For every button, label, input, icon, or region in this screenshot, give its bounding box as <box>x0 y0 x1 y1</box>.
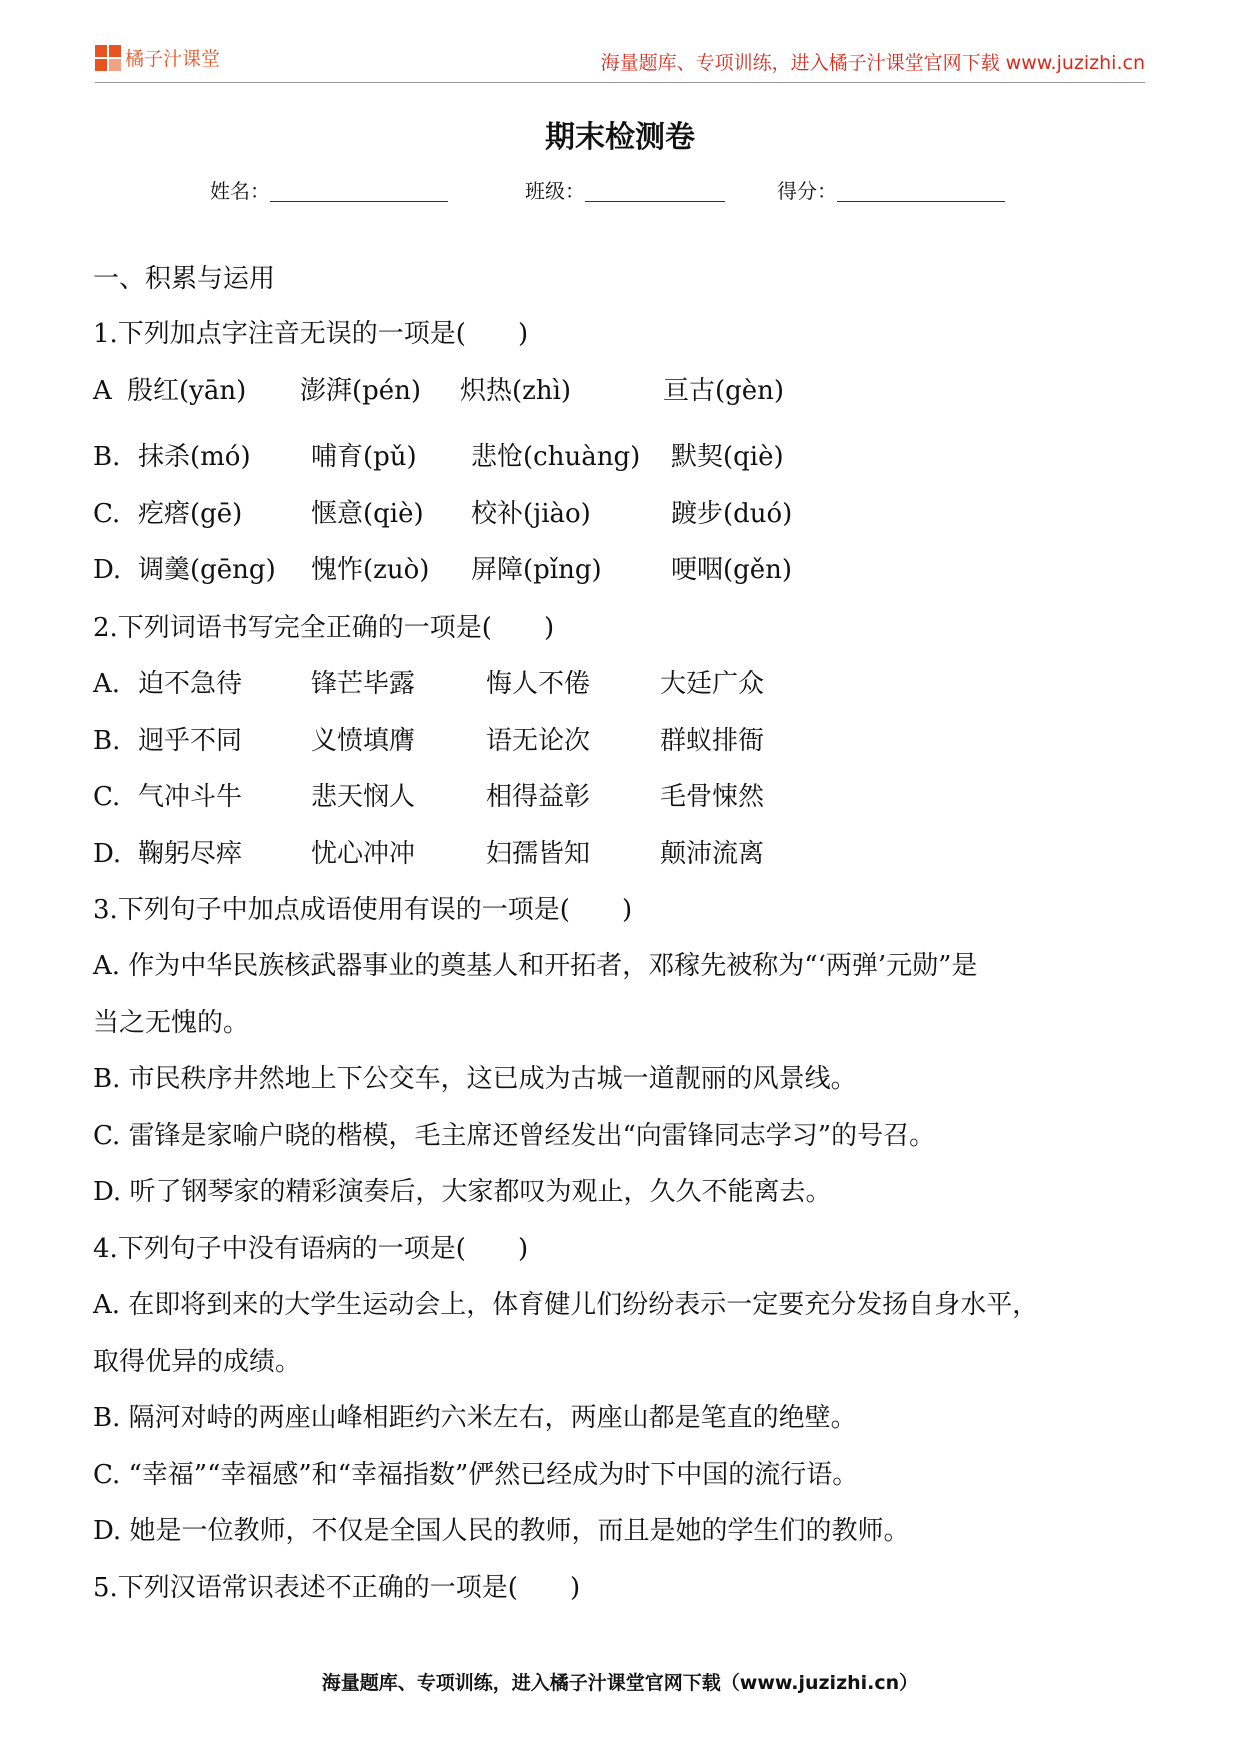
option-item: 迥乎不同 <box>138 726 243 756</box>
q4-option-a-line1: A. 在即将到来的大学生运动会上，体育健儿们纷纷表示一定要充分发扬自身水平， <box>93 1290 1039 1320</box>
option-item: 默契(qiè) <box>671 442 784 472</box>
page-title: 期末检测卷 <box>545 120 695 155</box>
option-item: 毛骨悚然 <box>660 782 765 812</box>
name-label: 姓名： <box>210 179 270 203</box>
option-item: 踱步(duó) <box>671 499 793 529</box>
score-label: 得分： <box>777 179 837 203</box>
class-blank[interactable] <box>585 181 725 202</box>
option-item: 气冲斗牛 <box>138 782 243 812</box>
option-item: 群蚁排衙 <box>660 726 765 756</box>
option-label: A <box>93 376 112 406</box>
q4-option-b: B. 隔河对峙的两座山峰相距约六米左右，两座山都是笔直的绝壁。 <box>93 1403 857 1433</box>
option-item: 锋芒毕露 <box>311 669 416 699</box>
option-label: B. <box>93 726 121 756</box>
class-field[interactable] <box>525 175 725 204</box>
option-label: A. <box>93 669 121 699</box>
option-item: 义愤填膺 <box>311 726 416 756</box>
q3-option-b: B. 市民秩序井然地上下公交车，这已成为古城一道靓丽的风景线。 <box>93 1064 857 1094</box>
option-item: 忧心冲冲 <box>311 839 416 869</box>
option-item: 抹杀(mó) <box>138 442 251 472</box>
class-label: 班级： <box>525 179 585 203</box>
q1-stem: 1.下列加点字注音无误的一项是( ) <box>93 319 529 349</box>
q3-option-a-line2: 当之无愧的。 <box>93 1008 250 1038</box>
option-item: 大廷广众 <box>660 669 765 699</box>
option-item: 妇孺皆知 <box>486 839 591 869</box>
option-item: 澎湃(pén) <box>300 376 422 406</box>
option-item: 炽热(zhì) <box>460 376 572 406</box>
option-item: 悲天悯人 <box>311 782 416 812</box>
score-field[interactable] <box>777 175 1005 204</box>
logo-text: 橘子汁课堂 <box>125 48 221 70</box>
option-item: 颠沛流离 <box>660 839 765 869</box>
brand-logo <box>95 44 220 71</box>
option-item: 悔人不倦 <box>486 669 591 699</box>
header-slogan: 海量题库、专项训练，进入橘子汁课堂官网下载 www.juzizhi.cn <box>600 52 1145 74</box>
q2-stem: 2.下列词语书写完全正确的一项是( ) <box>93 613 555 643</box>
option-item: 语无论次 <box>486 726 591 756</box>
name-field[interactable] <box>210 175 448 204</box>
score-blank[interactable] <box>837 181 1005 202</box>
q3-option-c: C. 雷锋是家喻户晓的楷模，毛主席还曾经发出“向雷锋同志学习”的号召。 <box>93 1121 936 1151</box>
section-heading: 一、积累与运用 <box>93 264 276 294</box>
option-label: C. <box>93 499 121 529</box>
option-item: 疙瘩(gē) <box>138 499 243 529</box>
option-item: 相得益彰 <box>486 782 591 812</box>
logo-squares-icon <box>95 45 121 71</box>
option-item: 迫不急待 <box>138 669 243 699</box>
page-header <box>95 40 1145 83</box>
option-item: 校补(jiào) <box>471 499 591 529</box>
q5-stem: 5.下列汉语常识表述不正确的一项是( ) <box>93 1573 581 1603</box>
q3-stem: 3.下列句子中加点成语使用有误的一项是( ) <box>93 895 633 925</box>
option-label: C. <box>93 782 121 812</box>
name-blank[interactable] <box>270 181 448 202</box>
option-item: 悲怆(chuàng) <box>471 442 641 472</box>
option-item: 惬意(qiè) <box>311 499 424 529</box>
q3-option-a-line1: A. 作为中华民族核武器事业的奠基人和开拓者，邓稼先被称为“‘两弹’元勋”是 <box>93 951 978 981</box>
page-footer: 海量题库、专项训练，进入橘子汁课堂官网下载（www.juzizhi.cn） <box>321 1672 919 1694</box>
option-label: D. <box>93 555 122 585</box>
option-item: 亘古(gèn) <box>663 376 785 406</box>
option-label: D. <box>93 839 122 869</box>
option-item: 屏障(pǐng) <box>471 555 602 585</box>
q4-stem: 4.下列句子中没有语病的一项是( ) <box>93 1234 529 1264</box>
option-item: 哽咽(gěn) <box>671 555 793 585</box>
option-item: 殷红(yān) <box>127 376 247 406</box>
option-item: 愧怍(zuò) <box>311 555 430 585</box>
option-item: 哺育(pǔ) <box>311 442 417 472</box>
option-item: 鞠躬尽瘁 <box>138 839 243 869</box>
option-label: B. <box>93 442 121 472</box>
q4-option-a-line2: 取得优异的成绩。 <box>93 1347 302 1377</box>
q3-option-d: D. 听了钢琴家的精彩演奏后，大家都叹为观止，久久不能离去。 <box>93 1177 832 1207</box>
option-item: 调羹(gēng) <box>138 555 276 585</box>
q4-option-d: D. 她是一位教师，不仅是全国人民的教师，而且是她的学生们的教师。 <box>93 1516 910 1546</box>
q4-option-c: C. “幸福”“幸福感”和“幸福指数”俨然已经成为时下中国的流行语。 <box>93 1460 859 1490</box>
